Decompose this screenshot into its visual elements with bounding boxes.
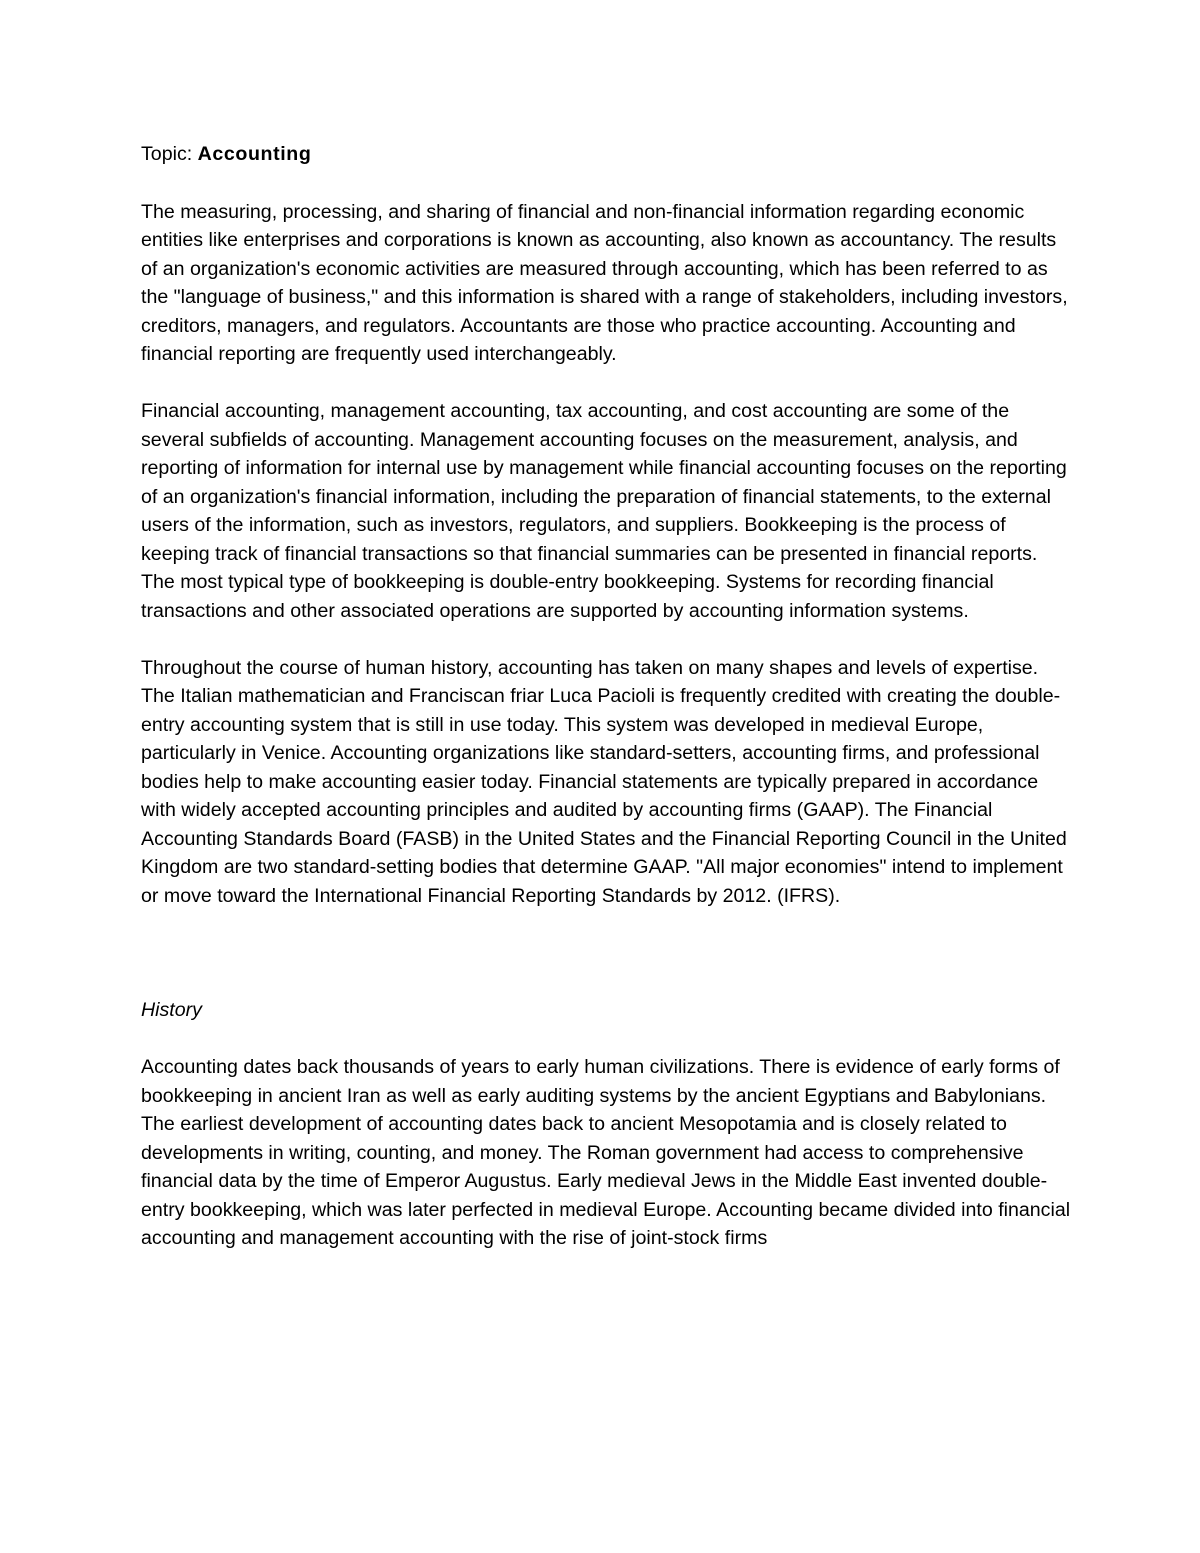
topic-title: Accounting bbox=[197, 143, 312, 165]
history-heading: History bbox=[141, 999, 202, 1021]
document-body bbox=[141, 140, 1076, 1253]
intro-paragraph: The measuring, processing, and sharing of financial and non-financial information regarding economic entities like enterprises and corporations is known as accounting, also known as accountancy. The results of an organization's economic activities are measured through accounting, which has been referred to as the "language of business," and this information is shared with a range of stakeholders, including investors, creditors, managers, and regulators. Accountants are those who practice accounting. Accounting and financial reporting are frequently used interchangeably. bbox=[141, 200, 1068, 365]
topic-label: Topic: bbox=[141, 143, 193, 165]
history-overview-paragraph: Throughout the course of human history, accounting has taken on many shapes and levels of expertise. The Italian mathematician and Franciscan friar Luca Pacioli is frequently credited with creating the double-entry accounting system that is still in use today. This system was developed in medieval Europe, particularly in Venice. Accounting organizations like standard-setters, accounting firms, and professional bodies help to make accounting easier today. Financial statements are typically prepared in accordance with widely accepted accounting principles and audited by accounting firms (GAAP). The Financial Accounting Standards Board (FASB) in the United States and the Financial Reporting Council in the United Kingdom are two standard-setting bodies that determine GAAP. "All major economies" intend to implement or move toward the International Financial Reporting Standards by 2012. (IFRS). bbox=[141, 656, 1067, 907]
subfields-paragraph: Financial accounting, management accounting, tax accounting, and cost accounting are some of the several subfields of accounting. Management accounting focuses on the measurement, analysis, and reporting of information for internal use by management while financial accounting focuses on the reporting of an organization's financial information, including the preparation of financial statements, to the external users of the information, such as investors, regulators, and suppliers. Bookkeeping is the process of keeping track of financial transactions so that financial summaries can be presented in financial reports. The most typical type of bookkeeping is double-entry bookkeeping. Systems for recording financial transactions and other associated operations are supported by accounting information systems. bbox=[141, 400, 1067, 622]
topic-line bbox=[141, 140, 1076, 169]
history-paragraph: Accounting dates back thousands of years to early human civilizations. There is evidence of early forms of bookkeeping in ancient Iran as well as early auditing systems by the ancient Egyptians and Babylonians. The earliest development of accounting dates back to ancient Mesopotamia and is closely related to developments in writing, counting, and money. The Roman government had access to comprehensive financial data by the time of Emperor Augustus. Early medieval Jews in the Middle East invented double-entry bookkeeping, which was later perfected in medieval Europe. Accounting became divided into financial accounting and management accounting with the rise of joint-stock firms bbox=[141, 1056, 1071, 1249]
